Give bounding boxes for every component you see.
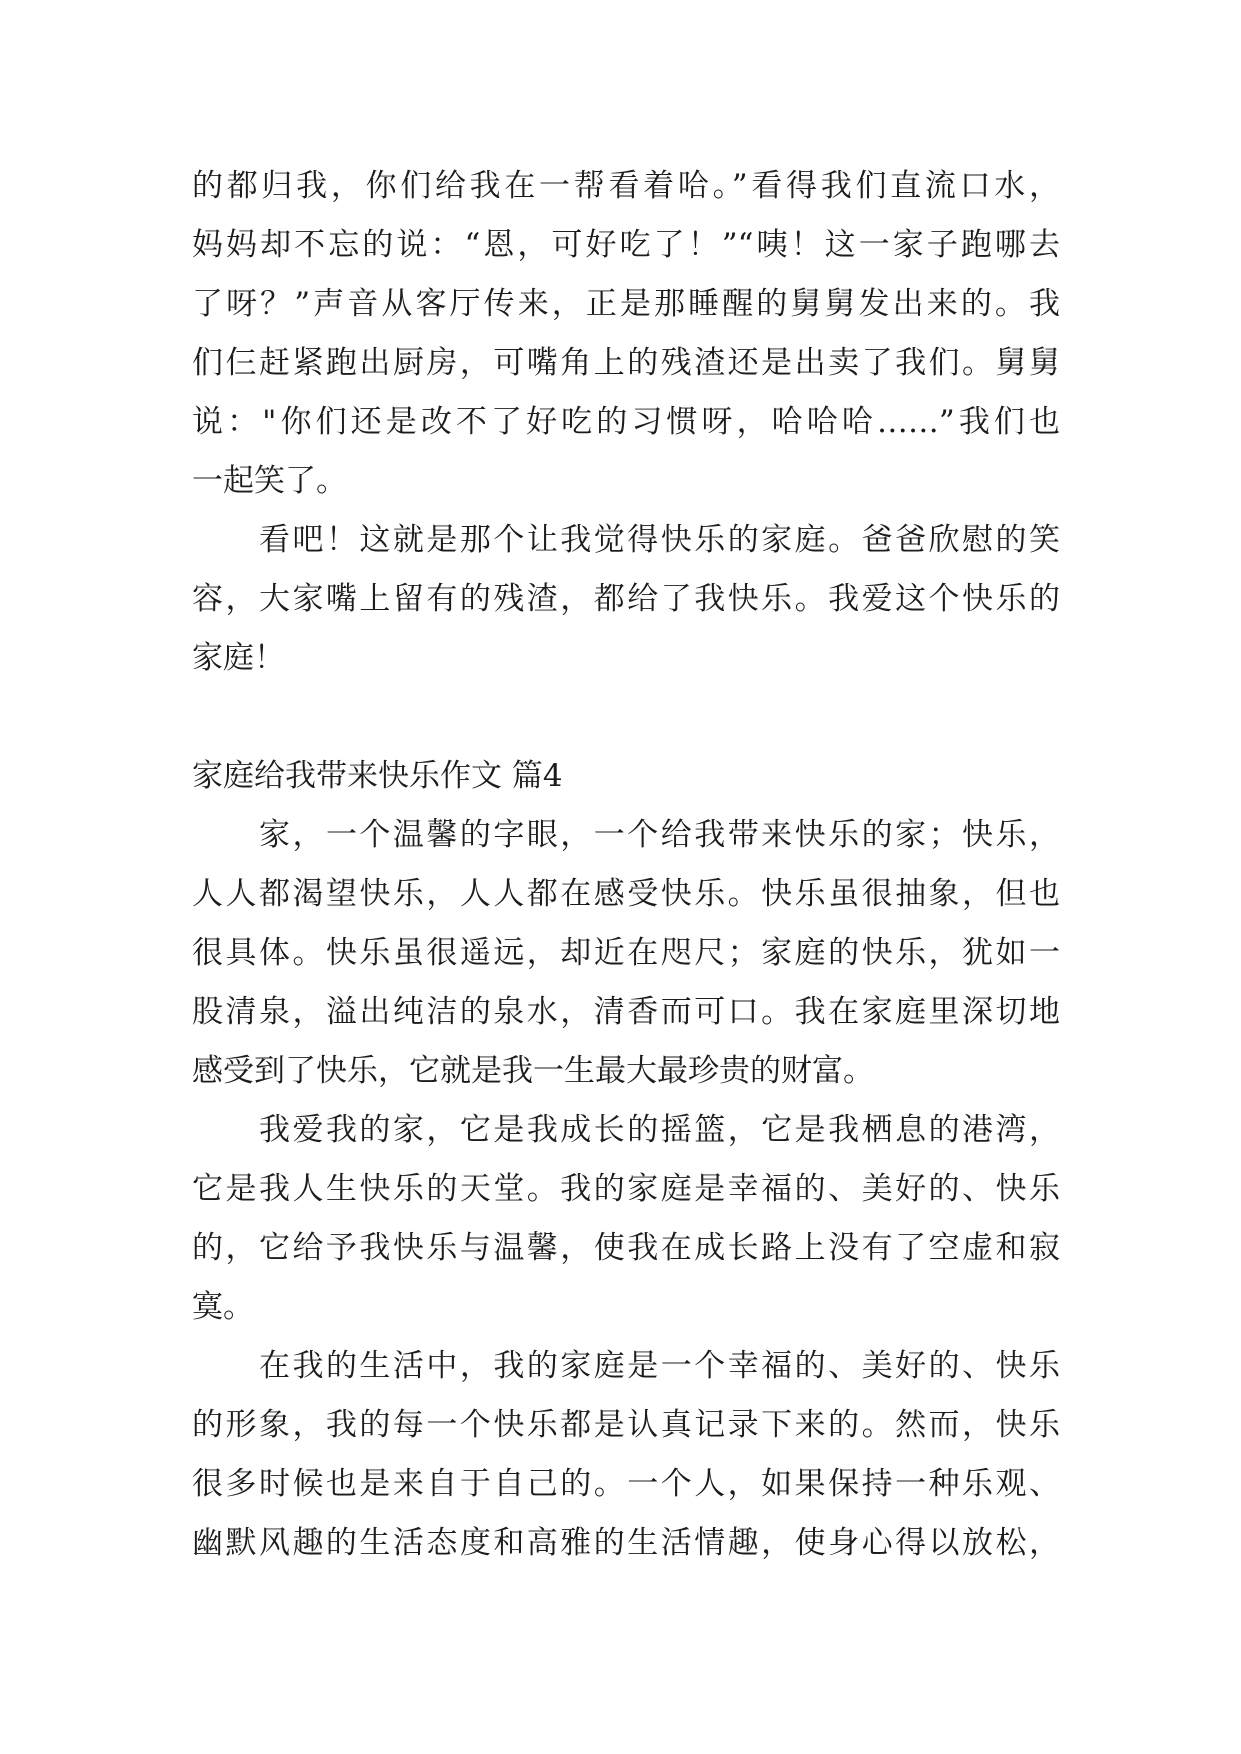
text-line: 说："你们还是改不了好吃的习惯呀，哈哈哈……”我们也 (192, 404, 1060, 440)
text-line: 股清泉，溢出纯洁的泉水，清香而可口。我在家庭里深切地 (192, 994, 1060, 1030)
text-line: 看吧！这就是那个让我觉得快乐的家庭。爸爸欣慰的笑 (259, 522, 1060, 558)
document-body (192, 157, 1060, 1573)
paragraph (192, 157, 1060, 511)
text-line: 的都归我，你们给我在一帮看着哈。”看得我们直流口水， (192, 168, 1060, 204)
text-line: 很具体。快乐虽很遥远，却近在咫尺；家庭的快乐，犹如一 (192, 935, 1060, 971)
paragraph (192, 1101, 1060, 1337)
text-line: 容，大家嘴上留有的残渣，都给了我快乐。我爱这个快乐的 (192, 581, 1060, 617)
section-spacer (192, 688, 1060, 747)
paragraph (192, 1337, 1060, 1573)
paragraph (192, 511, 1060, 688)
text-line: 感受到了快乐，它就是我一生最大最珍贵的财富。 (192, 1053, 874, 1089)
text-line: 幽默风趣的生活态度和高雅的生活情趣，使身心得以放松， (192, 1525, 1060, 1561)
text-line: 们仨赶紧跑出厨房，可嘴角上的残渣还是出卖了我们。舅舅 (192, 345, 1060, 381)
text-line: 妈妈却不忘的说：“恩，可好吃了！”“咦！这一家子跑哪去 (192, 227, 1060, 263)
text-line: 我爱我的家，它是我成长的摇篮，它是我栖息的港湾， (259, 1112, 1060, 1148)
paragraph (192, 806, 1060, 1101)
text-line: 了呀？”声音从客厅传来，正是那睡醒的舅舅发出来的。我 (192, 286, 1060, 322)
text-line: 它是我人生快乐的天堂。我的家庭是幸福的、美好的、快乐 (192, 1171, 1060, 1207)
text-line: 很多时候也是来自于自己的。一个人，如果保持一种乐观、 (192, 1466, 1060, 1502)
text-line: 的，它给予我快乐与温馨，使我在成长路上没有了空虚和寂 (192, 1230, 1060, 1266)
text-line: 的形象，我的每一个快乐都是认真记录下来的。然而，快乐 (192, 1407, 1060, 1443)
text-line: 在我的生活中，我的家庭是一个幸福的、美好的、快乐 (259, 1348, 1060, 1384)
text-line: 家，一个温馨的字眼，一个给我带来快乐的家；快乐， (259, 817, 1060, 853)
text-line: 人人都渴望快乐，人人都在感受快乐。快乐虽很抽象，但也 (192, 876, 1060, 912)
text-line: 寞。 (192, 1289, 254, 1325)
text-line: 家庭！ (192, 640, 285, 676)
essay-heading: 家庭给我带来快乐作文 篇4 (192, 758, 563, 794)
text-line: 一起笑了。 (192, 463, 347, 499)
